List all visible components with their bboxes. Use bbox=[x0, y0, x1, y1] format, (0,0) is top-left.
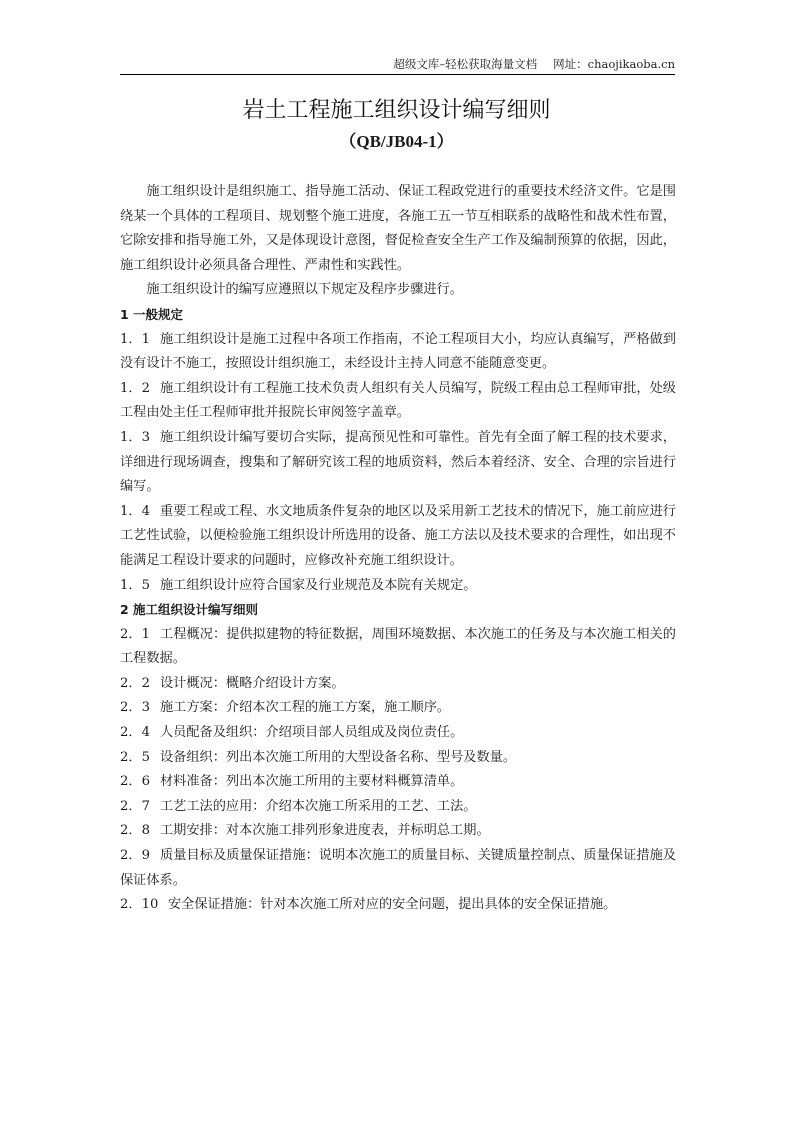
clause-item bbox=[120, 893, 676, 918]
clause-number: 2．8 bbox=[120, 823, 150, 839]
clause-number: 2．2 bbox=[120, 675, 150, 691]
site-name: 超级文库–轻松获取海量文档 bbox=[393, 57, 538, 71]
clause-text: 材料准备：列出本次施工所用的主要材料概算清单。 bbox=[160, 774, 464, 790]
clause-number: 1．5 bbox=[120, 577, 150, 593]
clause-item bbox=[120, 746, 676, 771]
page-header bbox=[120, 56, 675, 75]
clause-text: 安全保证措施：针对本次施工所对应的安全问题，提出具体的安全保证措施。 bbox=[168, 897, 617, 913]
document-title: 岩土工程施工组织设计编写细则 bbox=[242, 98, 551, 123]
clause-number: 2．1 bbox=[120, 626, 150, 642]
clause-item bbox=[120, 844, 676, 893]
clause-item bbox=[120, 426, 676, 500]
clause-text: 人员配备及组织：介绍项目部人员组成及岗位责任。 bbox=[160, 725, 464, 741]
clause-number: 2．4 bbox=[120, 725, 150, 741]
section-heading-rules: 2 施工组织设计编写细则 bbox=[120, 602, 259, 618]
clause-number: 2．5 bbox=[120, 749, 150, 765]
clause-text: 施工组织设计是施工过程中各项工作指南，不论工程项目大小，均应认真编写，严格做到没有设计不施工，按照设计组织施工，未经设计主持人同意不能随意变更。 bbox=[120, 331, 676, 372]
clause-text: 工程概况：提供拟建物的特征数据，周围环境数据、本次施工的任务及与本次施工相关的工程数据。 bbox=[120, 626, 676, 667]
clause-item bbox=[120, 721, 676, 746]
clause-number: 2．10 bbox=[120, 897, 159, 913]
section-heading-general: 1 一般规定 bbox=[120, 306, 184, 322]
clause-number: 1．3 bbox=[120, 429, 150, 445]
clause-item bbox=[120, 770, 676, 795]
clause-text: 工期安排：对本次施工排列形象进度表，并标明总工期。 bbox=[160, 823, 490, 839]
clause-number: 2．6 bbox=[120, 774, 150, 790]
clause-item bbox=[120, 500, 676, 574]
clause-text: 施工组织设计编写要切合实际，提高预见性和可靠性。首先有全面了解工程的技术要求，详细进行现场调查，搜集和了解研究该工程的地质资料，然后本着经济、安全、合理的宗旨进行编写。 bbox=[120, 429, 676, 495]
clause-text: 质量目标及质量保证措施：说明本次施工的质量目标、关键质量控制点、质量保证措施及保证体系。 bbox=[120, 848, 676, 888]
clause-item bbox=[120, 377, 676, 426]
clause-item bbox=[120, 696, 676, 721]
clause-text: 工艺工法的应用：介绍本次施工所采用的工艺、工法。 bbox=[160, 798, 477, 814]
clause-item bbox=[120, 819, 676, 844]
document-code: （QB/JB04-1） bbox=[339, 132, 454, 151]
clause-item bbox=[120, 672, 676, 697]
clause-item bbox=[120, 328, 676, 377]
clause-text: 设计概况：概略介绍设计方案。 bbox=[160, 675, 345, 691]
clause-text: 重要工程或工程、水文地质条件复杂的地区以及采用新工艺技术的情况下，施工前应进行工艺性试验，以便检验施工组织设计所选用的设备、施工方法以及技术要求的合理性，如出现不能满足工程设计要求的问题时，应修改补充施工组织设计。 bbox=[120, 503, 676, 568]
clause-item bbox=[120, 623, 676, 672]
site-url: 网址：chaojikaoba.cn bbox=[553, 57, 675, 71]
clause-number: 1．4 bbox=[120, 503, 150, 519]
clause-number: 2．7 bbox=[120, 798, 150, 814]
clause-text: 施工组织设计应符合国家及行业规范及本院有关规定。 bbox=[160, 577, 477, 593]
clause-number: 1．2 bbox=[120, 380, 150, 396]
clause-number: 2．3 bbox=[120, 700, 150, 716]
clause-text: 设备组织：列出本次施工所用的大型设备名称、型号及数量。 bbox=[160, 749, 517, 765]
clause-number: 2．9 bbox=[120, 848, 150, 864]
document-body bbox=[120, 180, 676, 918]
intro-paragraph: 施工组织设计的编写应遵照以下规定及程序步骤进行。 bbox=[146, 282, 463, 298]
clause-text: 施工组织设计有工程施工技术负责人组织有关人员编写，院级工程由总工程师审批，处级工程由处主任工程师审批并报院长审阅签字盖章。 bbox=[120, 380, 676, 421]
clause-text: 施工方案：介绍本次工程的施工方案，施工顺序。 bbox=[160, 700, 451, 716]
clause-item bbox=[120, 574, 676, 599]
clause-number: 1．1 bbox=[120, 331, 150, 347]
intro-paragraph: 施工组织设计是组织施工、指导施工活动、保证工程政党进行的重要技术经济文件。它是围绕某一个具体的工程项目、规划整个施工进度，各施工五一节互相联系的战略性和战术性布置，它除安排和指导施工外，又是体现设计意图，督促检查安全生产工作及编制预算的依据，因此，施工组织设计必须具备合理性、严肃性和实践性。 bbox=[120, 184, 676, 273]
clause-item bbox=[120, 795, 676, 820]
